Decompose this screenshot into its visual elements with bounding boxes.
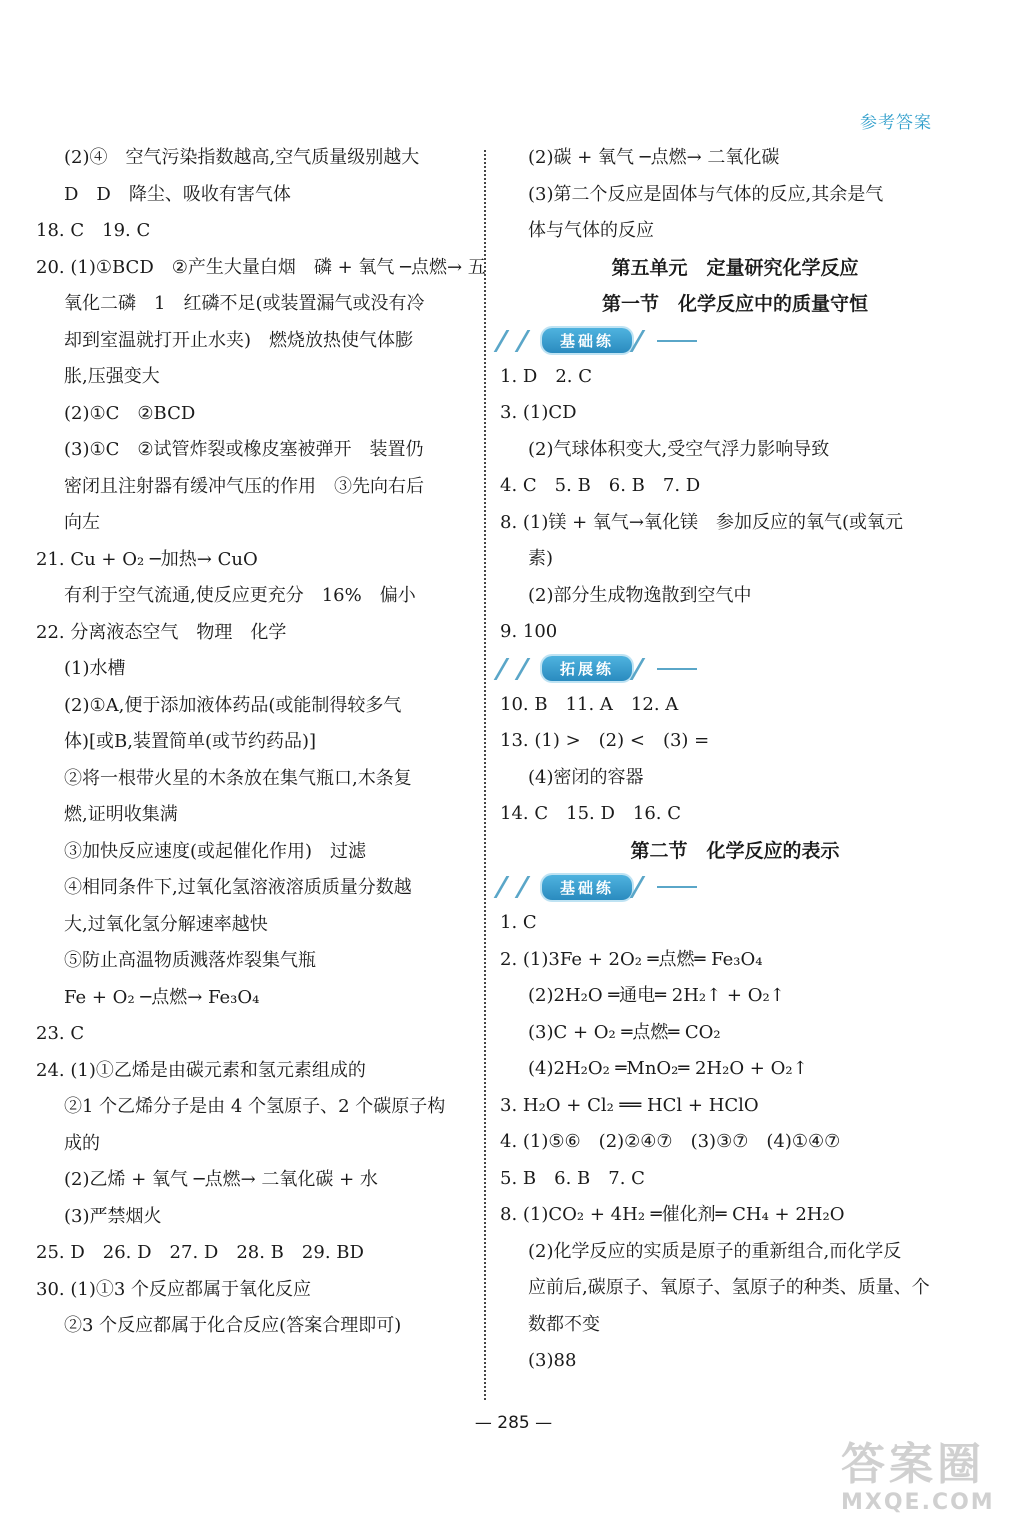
watermark-text: 答案圈: [841, 1439, 985, 1490]
answer-line: 20. (1)①BCD ②产生大量白烟 磷 + 氧气 ─点燃→ 五: [36, 256, 486, 278]
section-heading: 第二节 化学反应的表示: [630, 839, 840, 862]
page-number: — 285 —: [474, 1413, 553, 1433]
answer-line: 数都不变: [528, 1313, 600, 1335]
header-title: 参考答案: [860, 113, 932, 133]
answer-line: 5. B 6. B 7. C: [500, 1167, 645, 1189]
answer-line: 向左: [64, 512, 100, 533]
watermark-logo: [841, 1440, 1011, 1526]
answer-line: (2)乙烯 + 氧气 ─点燃→ 二氧化碳 + 水: [64, 1169, 378, 1190]
answer-line: 10. B 11. A 12. A: [500, 693, 679, 715]
answer-line: ②1 个乙烯分子是由 4 个氢原子、2 个碳原子构: [64, 1096, 446, 1117]
answer-line: 13. (1) > (2) < (3) =: [500, 730, 710, 751]
answer-line: 25. D 26. D 27. D 28. B 29. BD: [36, 1242, 364, 1263]
answer-line: (1)水槽: [64, 658, 126, 679]
badge-label: 拓展练: [542, 656, 632, 681]
answer-line: 22. 分离液态空气 物理 化学: [36, 621, 287, 643]
answer-line: (2)化学反应的实质是原子的重新组合,而化学反: [528, 1240, 902, 1262]
answer-line: (3)严禁烟火: [64, 1205, 162, 1227]
answer-line: 8. (1)镁 + 氧气→氧化镁 参加反应的氧气(或氧元: [500, 511, 904, 533]
watermark-url: MXQE.COM: [841, 1490, 995, 1515]
answer-line: 体与气体的反应: [528, 220, 654, 241]
section-heading: 第五单元 定量研究化学反应: [611, 256, 859, 279]
answer-line: (4)密闭的容器: [528, 766, 644, 788]
answer-line: 有利于空气流通,使反应更充分 16% 偏小: [64, 585, 416, 606]
left-column: [36, 140, 486, 1345]
answer-line: 素): [528, 548, 554, 569]
answer-line: (2)气球体积变大,受空气浮力影响导致: [528, 438, 830, 460]
answer-line: 3. H₂O + Cl₂ ══ HCl + HClO: [500, 1094, 759, 1116]
answer-line: 1. D 2. C: [500, 365, 592, 387]
answer-line: 14. C 15. D 16. C: [500, 803, 682, 824]
answer-line: (3)第二个反应是固体与气体的反应,其余是气: [528, 183, 884, 205]
right-column: [500, 140, 970, 1380]
answer-line: ④相同条件下,过氧化氢溶液溶质质量分数越: [64, 877, 412, 898]
answer-line: ③加快反应速度(或起催化作用) 过滤: [64, 840, 367, 862]
answer-line: 9. 100: [500, 621, 558, 642]
section-badge: [500, 323, 970, 359]
answer-line: 2. (1)3Fe + 2O₂ ═点燃═ Fe₃O₄: [500, 948, 763, 970]
answer-line: (2)①C ②BCD: [64, 402, 196, 424]
badge-label: 基础练: [542, 328, 632, 353]
answer-line: 燃,证明收集满: [64, 804, 178, 825]
answer-line: 18. C 19. C: [36, 220, 151, 241]
answer-line: ⑤防止高温物质溅落炸裂集气瓶: [64, 950, 316, 971]
answer-line: 24. (1)①乙烯是由碳元素和氢元素组成的: [36, 1059, 366, 1081]
answer-line: (3)①C ②试管炸裂或橡皮塞被弹开 装置仍: [64, 439, 424, 460]
answer-line: (2)2H₂O ═通电═ 2H₂↑ + O₂↑: [528, 985, 785, 1006]
answer-line: 21. Cu + O₂ ─加热→ CuO: [36, 548, 258, 570]
section-badge: [500, 869, 970, 905]
column-divider: [484, 150, 486, 1400]
answer-line: 1. C: [500, 912, 537, 933]
answer-line: 4. C 5. B 6. B 7. D: [500, 475, 701, 496]
answer-line: 8. (1)CO₂ + 4H₂ ═催化剂═ CH₄ + 2H₂O: [500, 1204, 845, 1225]
answer-line: 成的: [64, 1132, 100, 1154]
answer-line: 氧化二磷 1 红磷不足(或装置漏气或没有冷: [64, 293, 425, 314]
answer-line: 3. (1)CD: [500, 402, 577, 423]
answer-line: ②将一根带火星的木条放在集气瓶口,木条复: [64, 767, 412, 789]
answer-line: 胀,压强变大: [64, 366, 160, 387]
section-heading: 第一节 化学反应中的质量守恒: [601, 293, 868, 315]
answer-line: (3)C + O₂ ═点燃═ CO₂: [528, 1021, 721, 1043]
answer-line: Fe + O₂ ─点燃→ Fe₃O₄: [64, 986, 260, 1008]
answer-line: 密闭且注射器有缓冲气压的作用 ③先向右后: [64, 475, 424, 497]
answer-line: 23. C: [36, 1023, 85, 1044]
answer-line: 体)[或B,装置简单(或节约药品)]: [64, 731, 317, 752]
answer-line: 却到室温就打开止水夹) 燃烧放热使气体膨: [64, 329, 414, 351]
answer-line: 应前后,碳原子、氧原子、氢原子的种类、质量、个: [528, 1277, 930, 1298]
answer-line: (3)88: [528, 1350, 577, 1371]
answer-line: (2)④ 空气污染指数越高,空气质量级别越大: [64, 147, 420, 168]
answer-line: (2)①A,便于添加液体药品(或能制得较多气: [64, 694, 402, 716]
answer-line: (2)碳 + 氧气 ─点燃→ 二氧化碳: [528, 147, 780, 168]
answer-line: (2)部分生成物逸散到空气中: [528, 584, 752, 606]
answer-line: ②3 个反应都属于化合反应(答案合理即可): [64, 1315, 402, 1336]
badge-label: 基础练: [542, 875, 632, 900]
answer-line: D D 降尘、吸收有害气体: [64, 183, 291, 205]
answer-line: (4)2H₂O₂ ═MnO₂═ 2H₂O + O₂↑: [528, 1058, 808, 1079]
answer-line: 30. (1)①3 个反应都属于氧化反应: [36, 1278, 312, 1300]
answer-line: 大,过氧化氢分解速率越快: [64, 913, 268, 935]
answer-line: 4. (1)⑤⑥ (2)②④⑦ (3)③⑦ (4)①④⑦: [500, 1131, 841, 1152]
section-badge: [500, 651, 970, 687]
